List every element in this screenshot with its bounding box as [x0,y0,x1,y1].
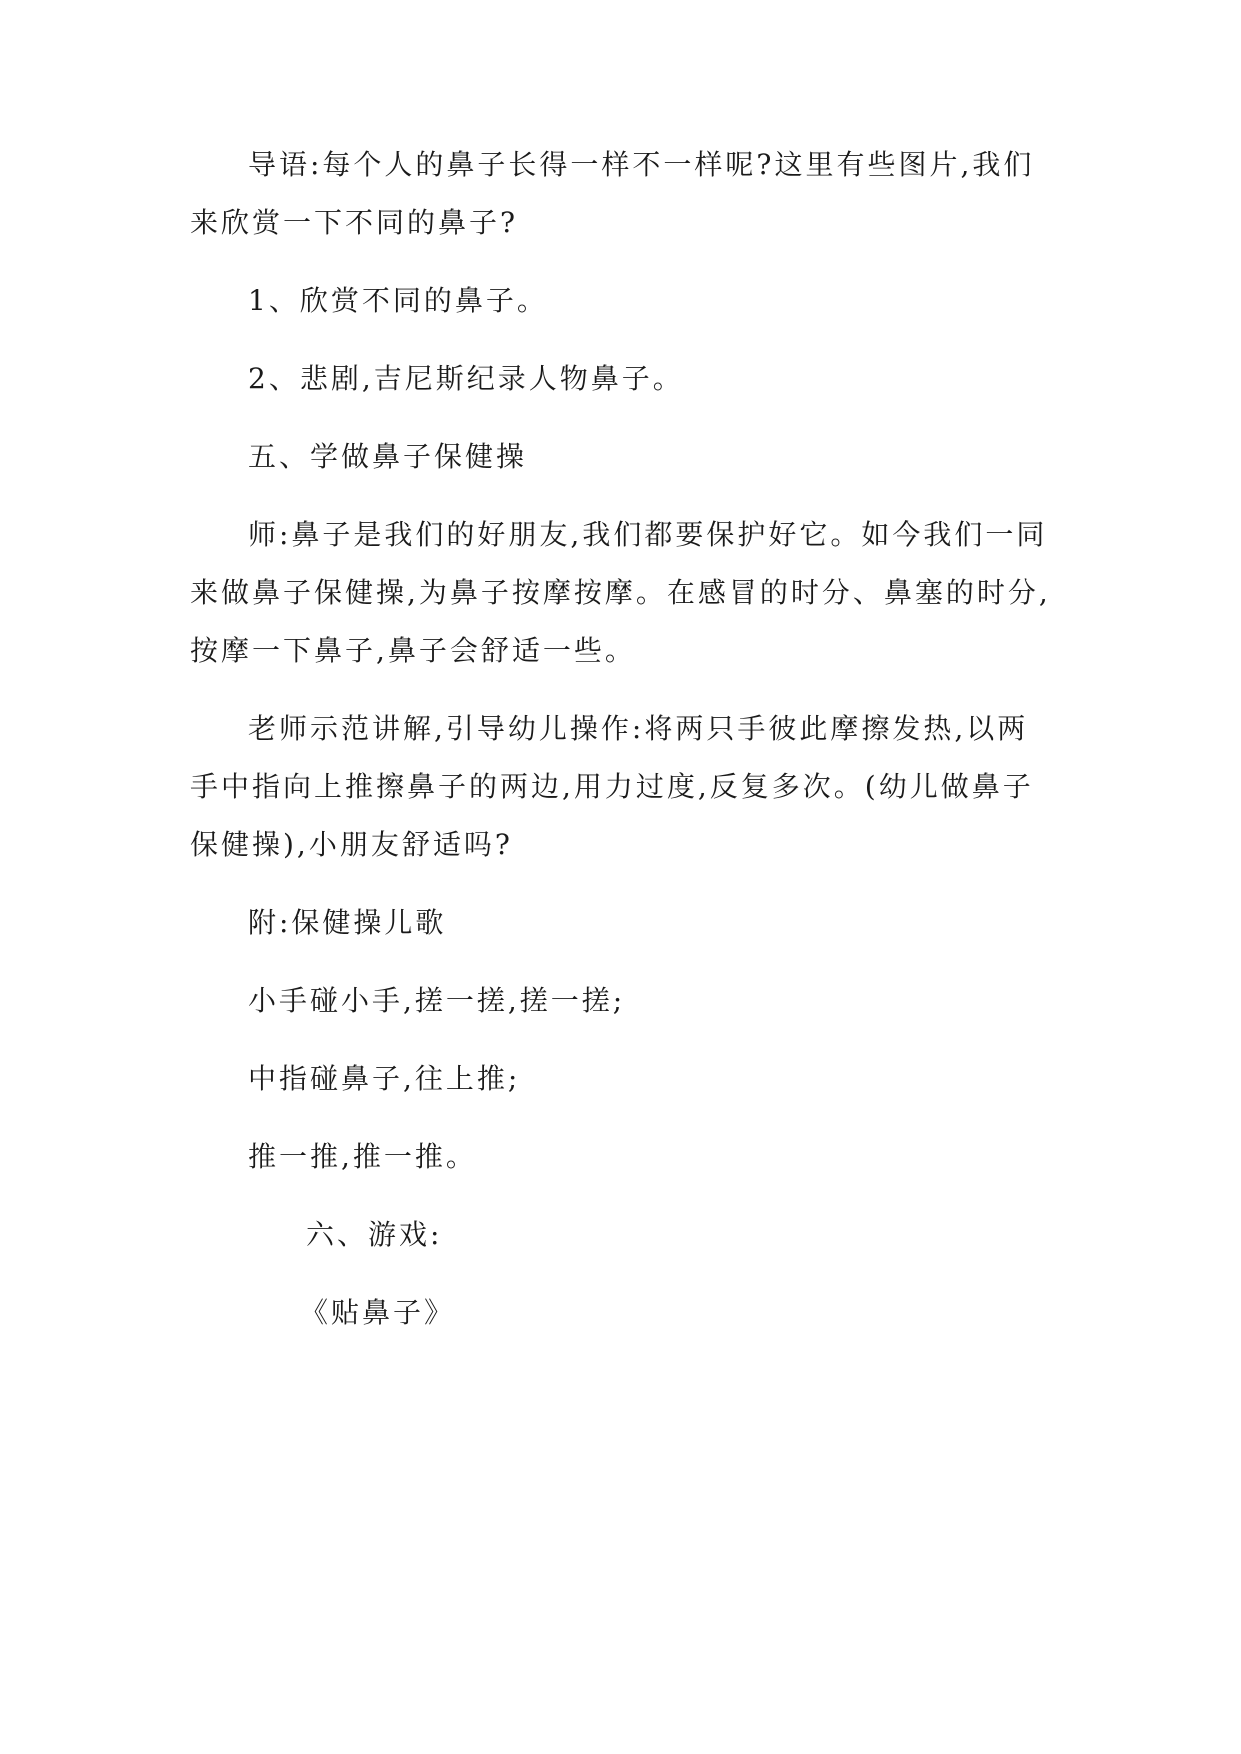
list-item-2: 2、悲剧,吉尼斯纪录人物鼻子。 [248,362,684,395]
paragraph-teacher-line-1: 师:鼻子是我们的好朋友,我们都要保护好它。如今我们一同 [248,518,1048,551]
paragraph-demo-line-2: 手中指向上推擦鼻子的两边,用力过度,反复多次。(幼儿做鼻子 [190,770,1034,803]
appendix-heading: 附:保健操儿歌 [248,906,447,939]
paragraph-intro-line-2: 来欣赏一下不同的鼻子? [190,206,519,239]
rhyme-line-1: 小手碰小手,搓一搓,搓一搓; [248,984,626,1017]
paragraph-teacher-line-2: 来做鼻子保健操,为鼻子按摩按摩。在感冒的时分、鼻塞的时分, [190,576,1051,609]
paragraph-demo-line-3: 保健操),小朋友舒适吗? [190,828,513,861]
section-heading-6: 六、游戏: [306,1218,443,1251]
paragraph-teacher-line-3: 按摩一下鼻子,鼻子会舒适一些。 [190,634,636,667]
rhyme-line-2: 中指碰鼻子,往上推; [248,1062,521,1095]
rhyme-line-3: 推一推,推一推。 [248,1140,477,1173]
section-heading-5: 五、学做鼻子保健操 [248,440,528,473]
paragraph-intro-line-1: 导语:每个人的鼻子长得一样不一样呢?这里有些图片,我们 [248,148,1035,181]
paragraph-demo-line-1: 老师示范讲解,引导幼儿操作:将两只手彼此摩擦发热,以两 [248,712,1029,745]
list-item-1: 1、欣赏不同的鼻子。 [248,284,548,317]
game-title: 《贴鼻子》 [300,1296,456,1329]
